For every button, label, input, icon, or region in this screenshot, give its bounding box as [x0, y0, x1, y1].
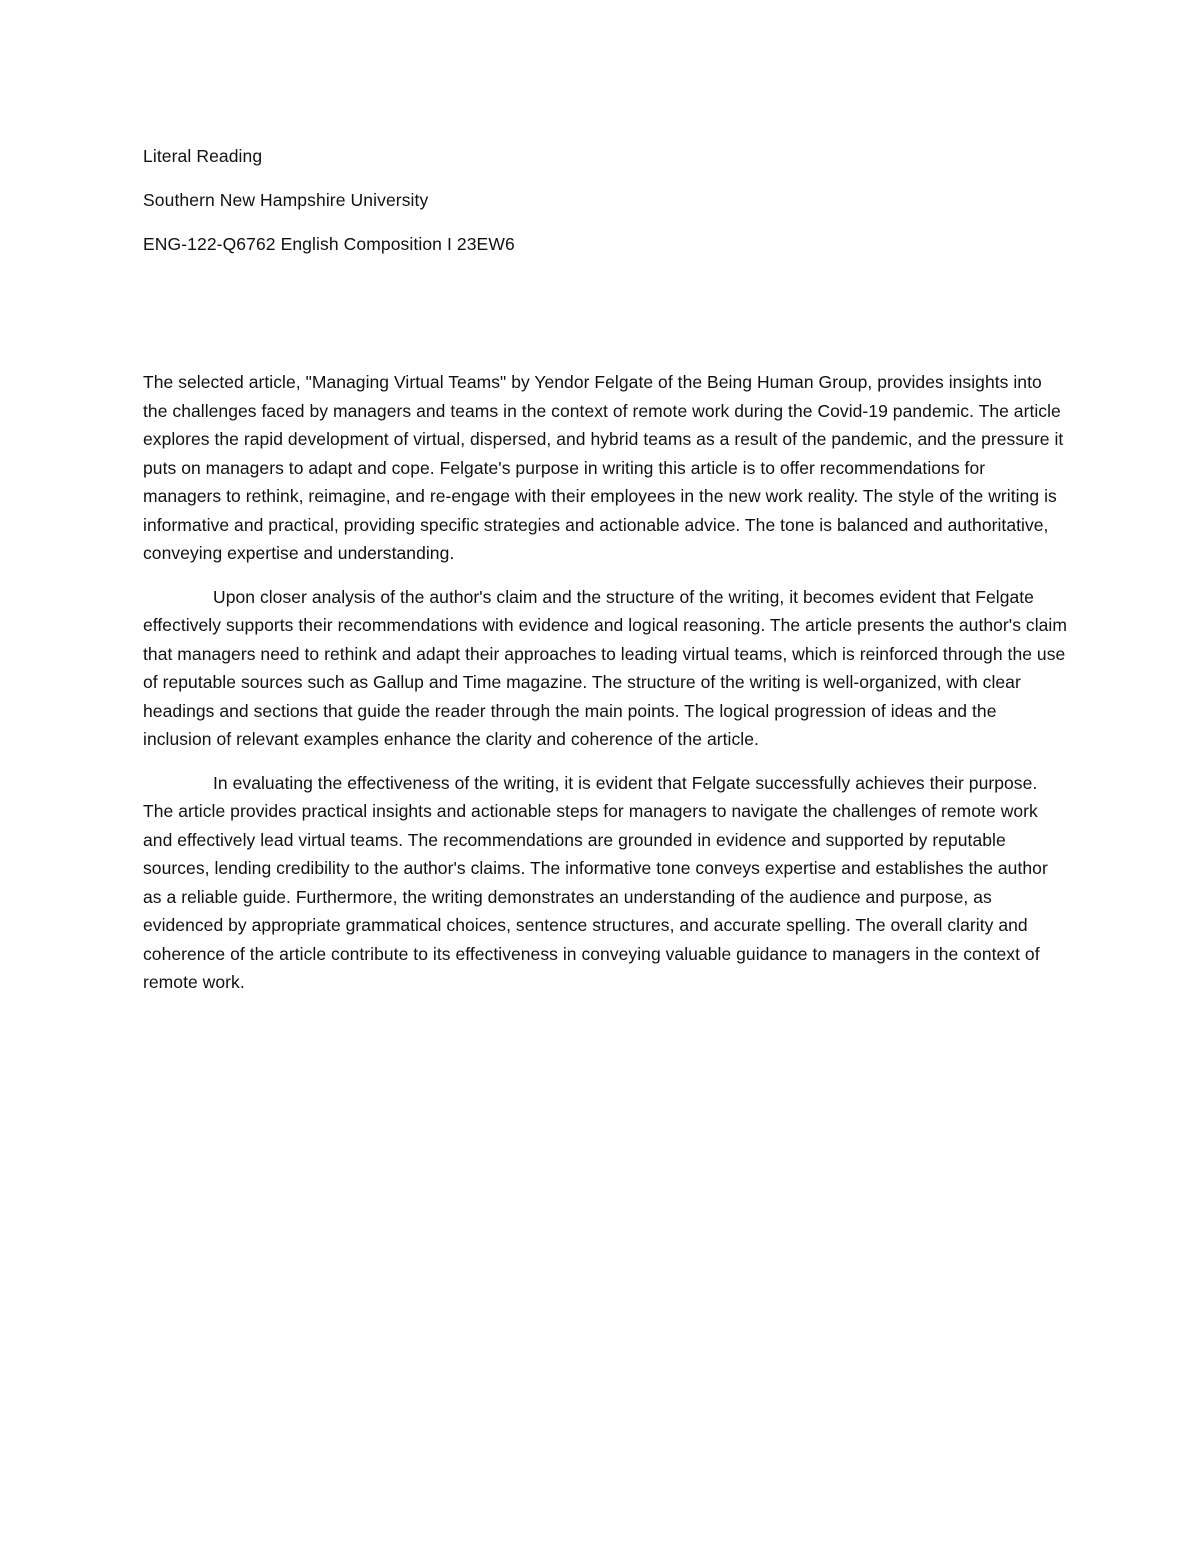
- document-content: [143, 142, 1068, 1012]
- body-paragraph-3: In evaluating the effectiveness of the writing, it is evident that Felgate successfully achieves their purpose. The article provides practical insights and actionable steps for managers to navigate the challenges of remote work and effectively lead virtual teams. The recommendations are grounded in evidence and supported by reputable sources, lending credibility to the author's claims. The informative tone conveys expertise and establishes the author as a reliable guide. Furthermore, the writing demonstrates an understanding of the audience and purpose, as evidenced by appropriate grammatical choices, sentence structures, and accurate spelling. The overall clarity and coherence of the article contribute to its effectiveness in conveying valuable guidance to managers in the context of remote work.: [143, 772, 1048, 992]
- course-name: ENG-122-Q6762 English Composition I 23EW6: [143, 234, 515, 254]
- document-title: Literal Reading: [143, 146, 263, 166]
- body-paragraph-1: The selected article, "Managing Virtual Teams" by Yendor Felgate of the Being Human Group, provides insights into the challenges faced by managers and teams in the context of remote work during the Covid-19 pandemic. The article explores the rapid development of virtual, dispersed, and hybrid teams as a result of the pandemic, and the pressure it puts on managers to adapt and cope. Felgate's purpose in writing this article is to offer recommendations for managers to rethink, reimagine, and re-engage with their employees in the new work reality. The style of the writing is informative and practical, providing specific strategies and actionable advice. The tone is balanced and authoritative, conveying expertise and understanding.: [143, 372, 1064, 563]
- institution-name: Southern New Hampshire University: [143, 190, 429, 210]
- body-paragraph-2: Upon closer analysis of the author's claim and the structure of the writing, it becomes evident that Felgate effectively supports their recommendations with evidence and logical reasoning. The article presents the author's claim that managers need to rethink and adapt their approaches to leading virtual teams, which is reinforced through the use of reputable sources such as Gallup and Time magazine. The structure of the writing is well-organized, with clear headings and sections that guide the reader through the main points. The logical progression of ideas and the inclusion of relevant examples enhance the clarity and coherence of the article.: [143, 586, 1067, 749]
- header-spacer: [143, 274, 1068, 368]
